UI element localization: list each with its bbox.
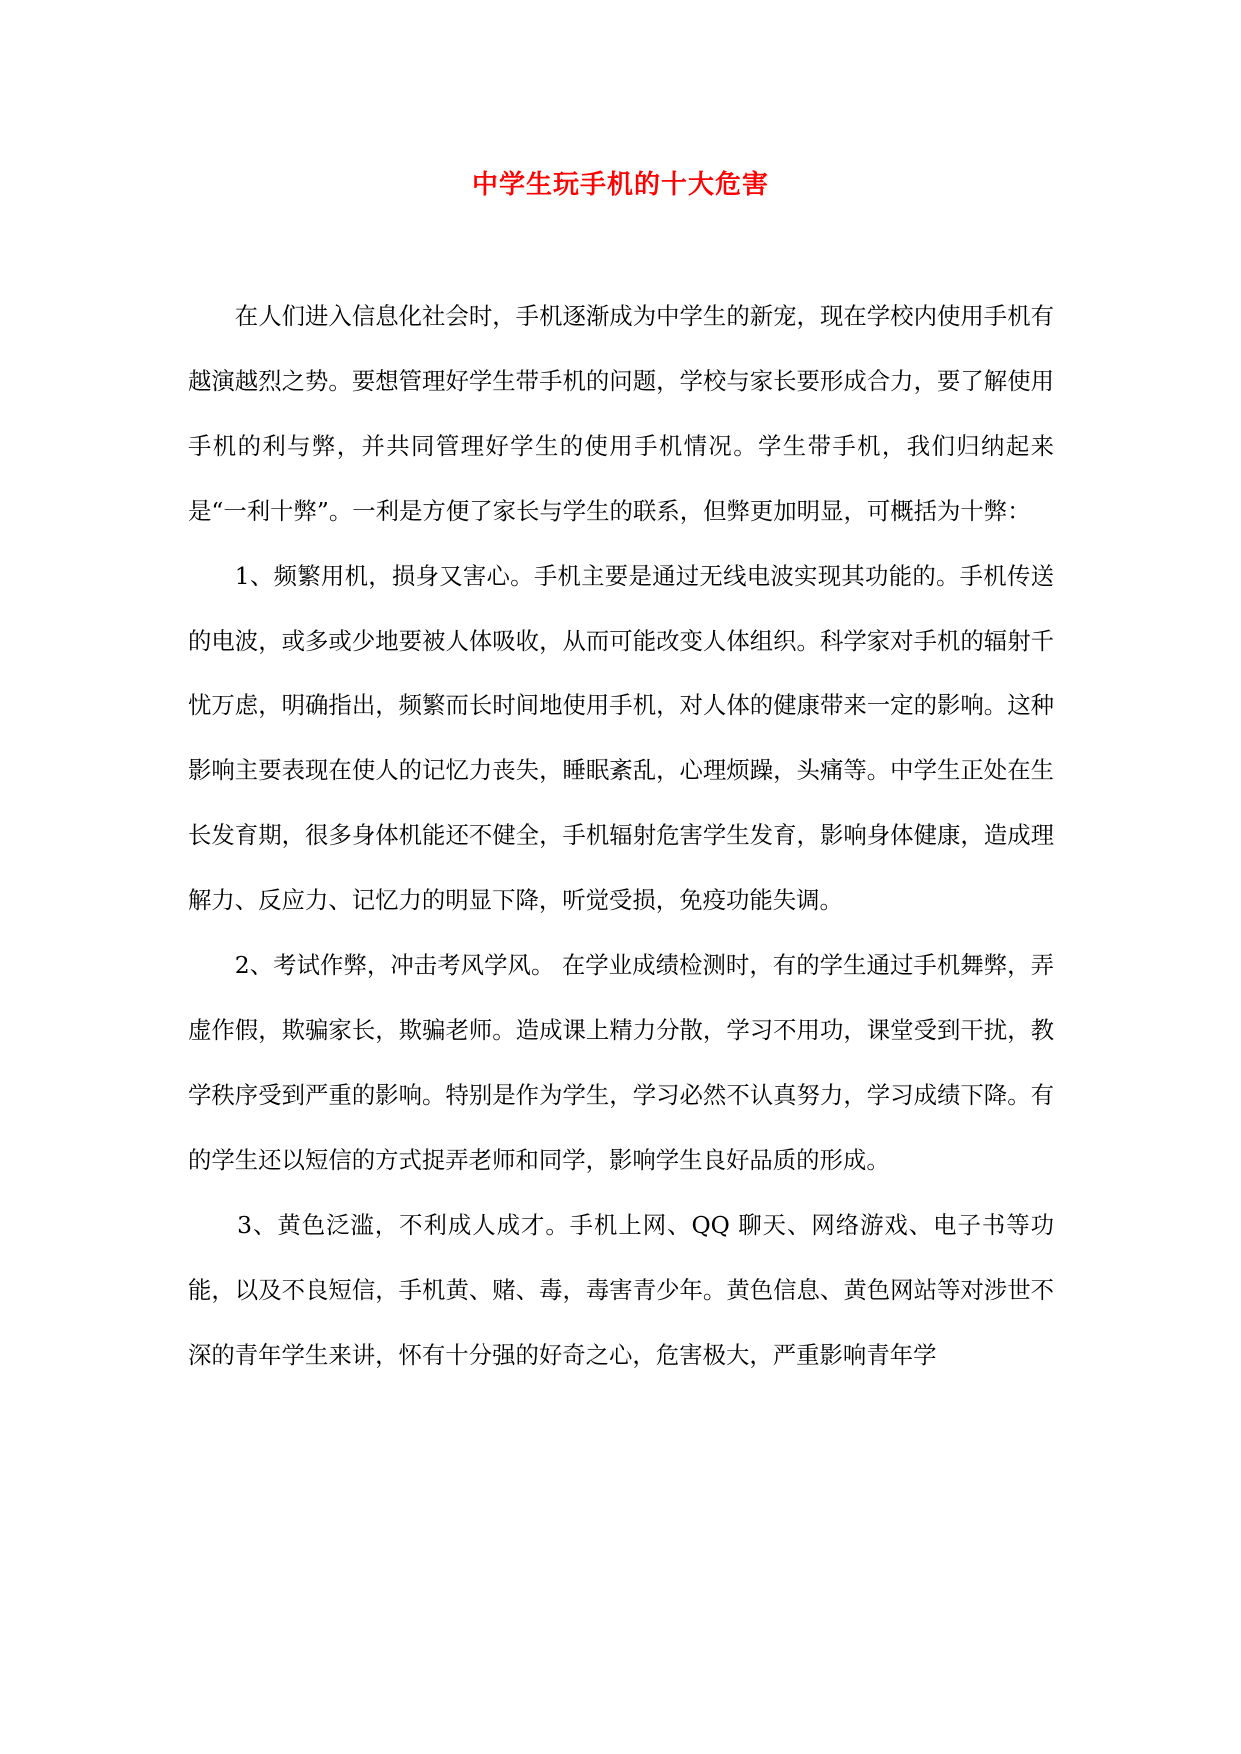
harm-1-paragraph: 1、频繁用机，损身又害心。手机主要是通过无线电波实现其功能的。手机传送的电波，或多或少地要被人体吸收，从而可能改变人体组织。科学家对手机的辐射千忧万虑，明确指出，频繁而长时间地使用手机，对人体的健康带来一定的影响。这种影响主要表现在使人的记忆力丧失，睡眠紊乱，心理烦躁，头痛等。中学生正处在生长发育期，很多身体机能还不健全，手机辐射危害学生发育，影响身体健康，造成理解力、反应力、记忆力的明显下降，听觉受损，免疫功能失调。 <box>188 561 1054 915</box>
intro-paragraph: 在人们进入信息化社会时，手机逐渐成为中学生的新宠，现在学校内使用手机有越演越烈之势。要想管理好学生带手机的问题，学校与家长要形成合力，要了解使用手机的利与弊，并共同管理好学生的使用手机情况。学生带手机，我们归纳起来是“一利十弊”。一利是方便了家长与学生的联系，但弊更加明显，可概括为十弊： <box>188 302 1054 525</box>
harm-2-paragraph: 2、考试作弊，冲击考风学风。 在学业成绩检测时，有的学生通过手机舞弊，弄虚作假，欺骗家长，欺骗老师。造成课上精力分散，学习不用功，课堂受到干扰，教学秩序受到严重的影响。特别是作为学生，学习必然不认真努力，学习成绩下降。有的学生还以短信的方式捉弄老师和同学，影响学生良好品质的形成。 <box>188 951 1054 1174</box>
document-title: 中学生玩手机的十大危害 <box>471 170 769 200</box>
document-body <box>188 284 1054 1387</box>
harm-3-paragraph: 3、黄色泛滥，不利成人成才。手机上网、QQ 聊天、网络游戏、电子书等功能，以及不良短信，手机黄、赌、毒，毒害青少年。黄色信息、黄色网站等对涉世不深的青年学生来讲，怀有十分强的好奇之心，危害极大，严重影响青年学 <box>188 1210 1054 1369</box>
